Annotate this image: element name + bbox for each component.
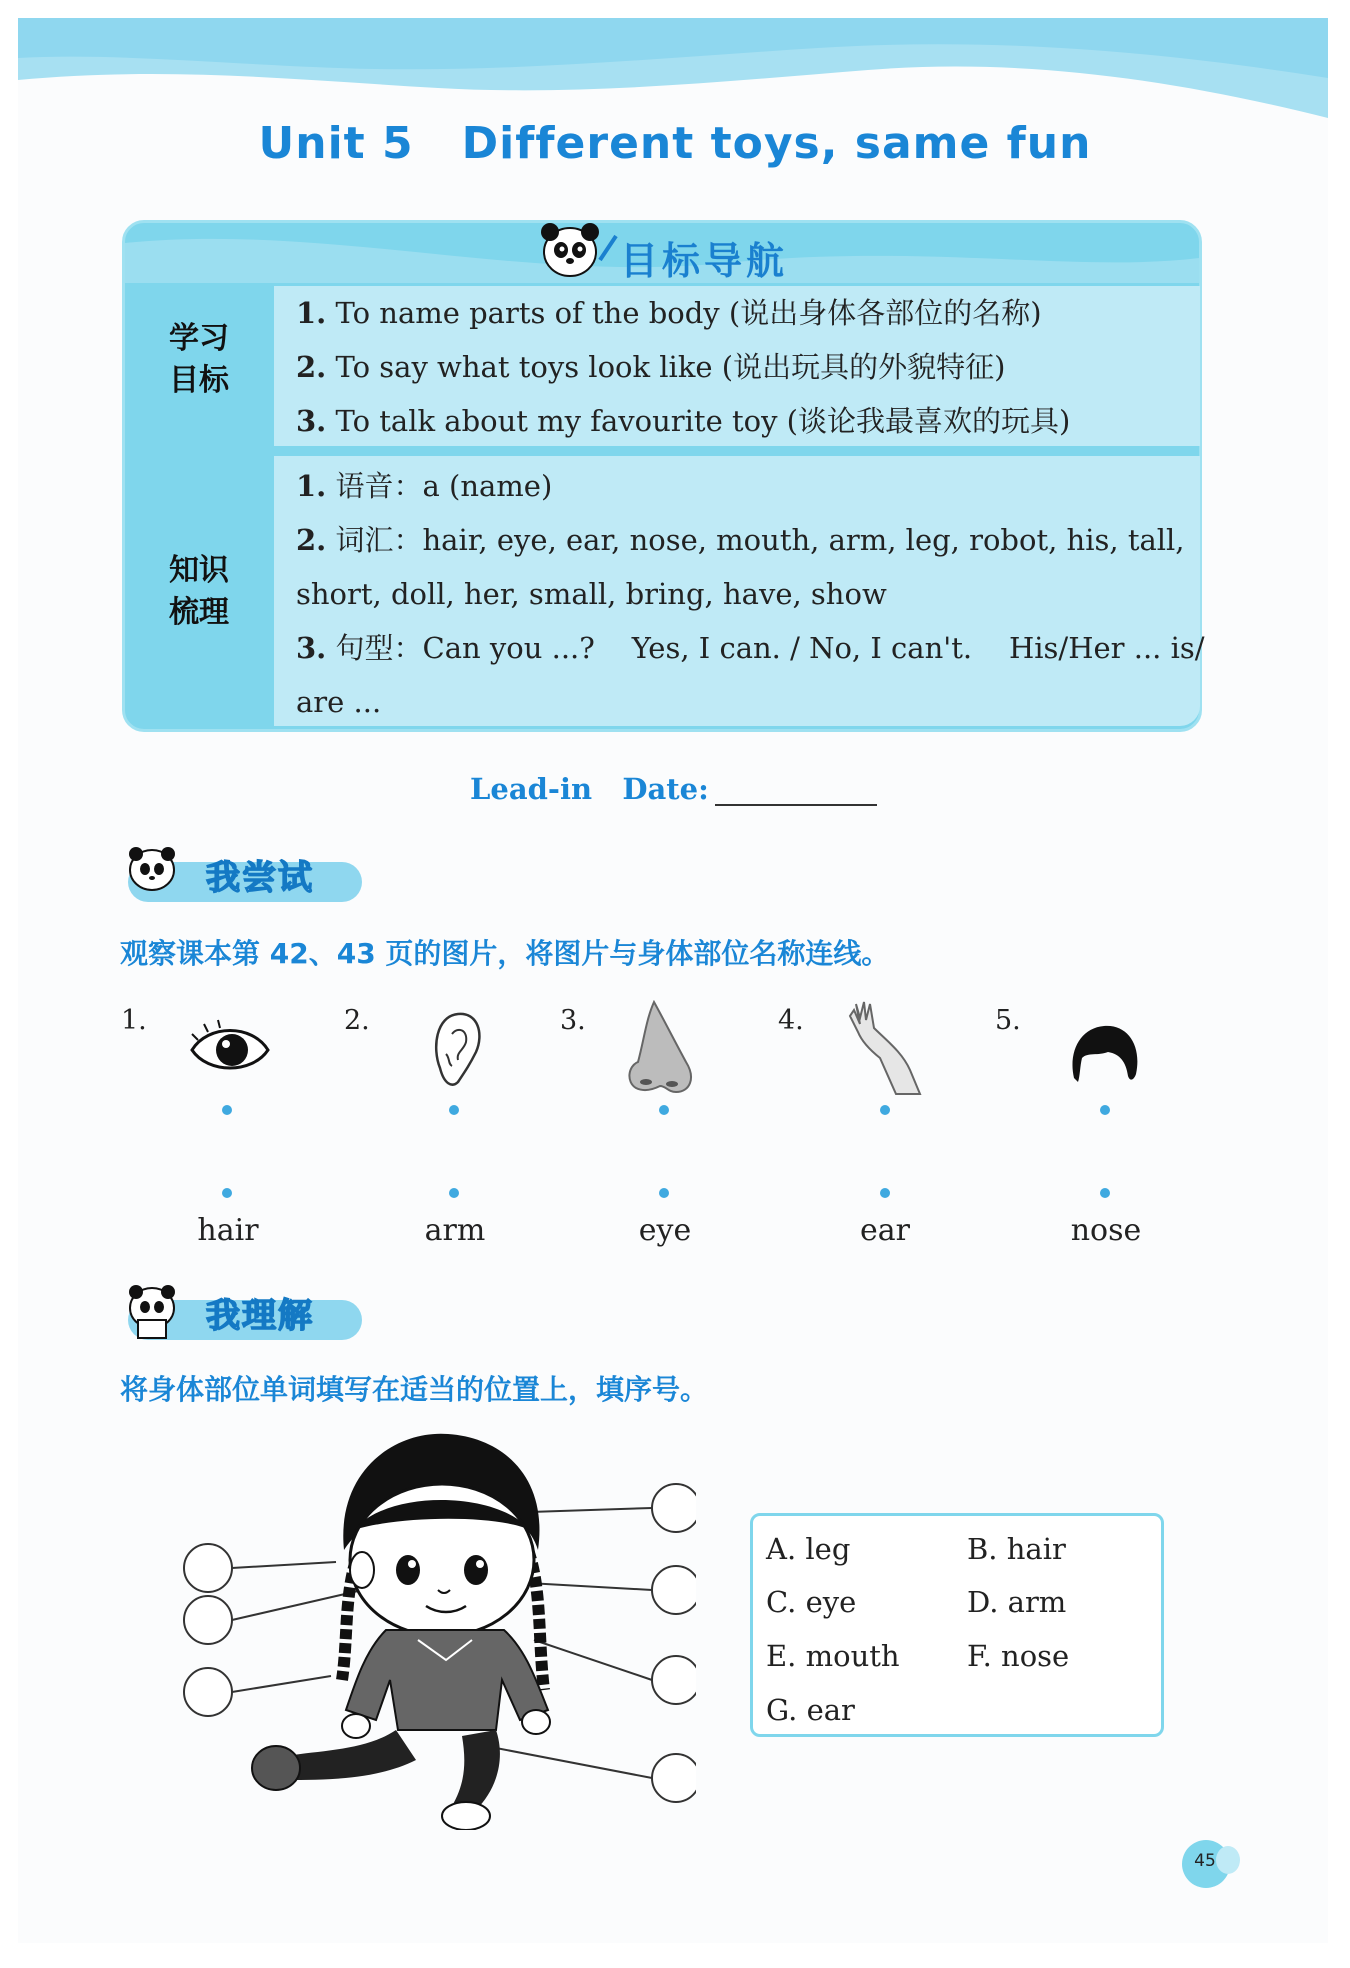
picture-dot[interactable] bbox=[659, 1105, 669, 1115]
answer-circle bbox=[184, 1596, 232, 1644]
option-item: G. ear bbox=[766, 1693, 855, 1727]
option-item: B. hair bbox=[967, 1532, 1066, 1566]
option-item: D. arm bbox=[967, 1585, 1067, 1619]
hair-icon bbox=[1068, 1022, 1140, 1084]
word-label: arm bbox=[424, 1213, 486, 1248]
answer-circle bbox=[652, 1754, 696, 1802]
answer-circle bbox=[184, 1668, 232, 1716]
picture-number: 5. bbox=[995, 1005, 1021, 1036]
option-item: A. leg bbox=[766, 1532, 851, 1566]
unit-topic: Different toys, same fun bbox=[461, 118, 1092, 169]
picture-dot[interactable] bbox=[1100, 1105, 1110, 1115]
word-dot[interactable] bbox=[449, 1188, 459, 1198]
option-item: C. eye bbox=[766, 1585, 857, 1619]
knowledge-row-label: 知识 梳理 bbox=[169, 553, 229, 630]
picture-number: 3. bbox=[560, 1005, 586, 1036]
picture-number: 4. bbox=[778, 1005, 804, 1036]
girl-doll-illustration bbox=[176, 1430, 696, 1830]
panda-icon bbox=[530, 216, 620, 280]
goals-header: 目标导航 bbox=[620, 239, 789, 283]
understand-instruction: 将身体部位单词填写在适当的位置上，填序号。 bbox=[120, 1373, 709, 1406]
word-dot[interactable] bbox=[1100, 1188, 1110, 1198]
option-item: E. mouth bbox=[766, 1639, 900, 1673]
word-dot[interactable] bbox=[222, 1188, 232, 1198]
answer-circle bbox=[184, 1544, 232, 1592]
page-number: 45 bbox=[1194, 1851, 1216, 1871]
answer-circle bbox=[652, 1656, 696, 1704]
arm-icon bbox=[846, 1000, 926, 1096]
date-blank[interactable] bbox=[715, 776, 877, 806]
picture-number: 1. bbox=[121, 1005, 147, 1036]
answer-circle bbox=[652, 1484, 696, 1532]
picture-number: 2. bbox=[344, 1005, 370, 1036]
unit-title bbox=[0, 118, 1350, 169]
word-label: ear bbox=[860, 1213, 910, 1248]
unit-number: Unit 5 bbox=[258, 118, 414, 169]
try-instruction: 观察课本第 42、43 页的图片，将图片与身体部位名称连线。 bbox=[120, 937, 890, 970]
date-label: Date: bbox=[622, 772, 709, 806]
try-section-title: 我尝试 bbox=[206, 858, 314, 898]
goals-row-label: 学习 目标 bbox=[169, 321, 229, 398]
picture-dot[interactable] bbox=[449, 1105, 459, 1115]
goals-row-text: 1. To name parts of the body (说出身体各部位的名称) 2. To say what toys look like (说出玩具的外貌特征) 3. To talk about my favourite toy (谈论我最喜欢的玩具) bbox=[296, 296, 1071, 438]
knowledge-row-text: 1. 语音：a (name) 2. 词汇：hair, eye, ear, nose, mouth, arm, leg, robot, his, tall, short, doll, her, small, bring, have, show 3. 句型：Can you ...? Yes, I can. / No, I can't. His/Her ... is/ are ... bbox=[296, 469, 1205, 719]
ear-icon bbox=[426, 1008, 486, 1088]
leadin-label: Lead-in bbox=[470, 772, 593, 806]
picture-dot[interactable] bbox=[222, 1105, 232, 1115]
understand-section-title: 我理解 bbox=[206, 1296, 314, 1336]
word-label: hair bbox=[197, 1213, 259, 1248]
eye-icon bbox=[188, 1018, 272, 1078]
picture-dot[interactable] bbox=[880, 1105, 890, 1115]
word-label: nose bbox=[1070, 1213, 1142, 1248]
word-dot[interactable] bbox=[880, 1188, 890, 1198]
nose-icon bbox=[624, 1000, 700, 1096]
option-item: F. nose bbox=[967, 1639, 1070, 1673]
leadin-line bbox=[470, 772, 877, 806]
word-dot[interactable] bbox=[659, 1188, 669, 1198]
answer-circle bbox=[652, 1566, 696, 1614]
word-label: eye bbox=[638, 1213, 692, 1248]
